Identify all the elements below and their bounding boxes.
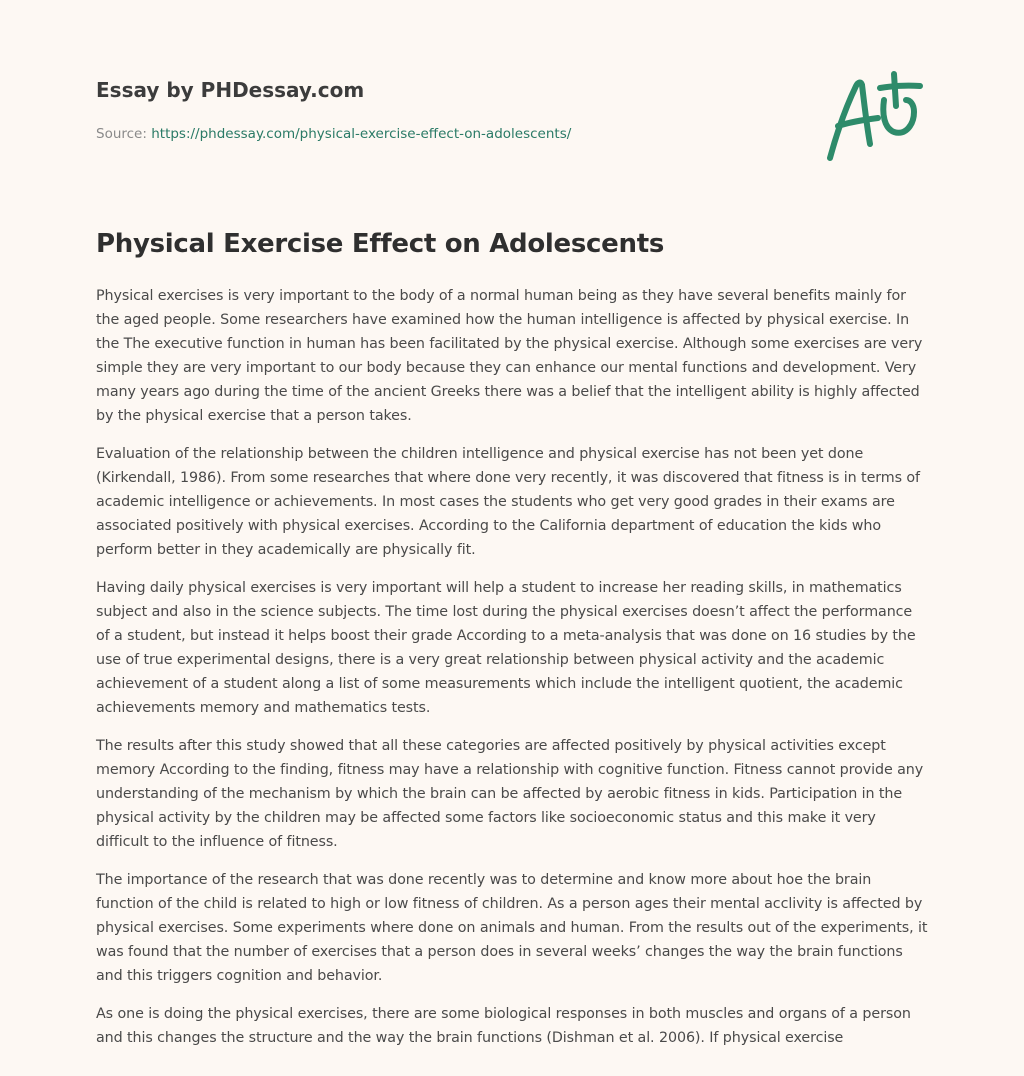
source-line [96, 124, 928, 144]
essay-paragraph: Evaluation of the relationship between the children intelligence and physical exercise has not been yet done (Kirkendall, 1986). From some researches that where done very recently, it was discovered that fitness is in terms of academic intelligence or achievements. In most cases the students who get very good grades in their exams are associated positively with physical exercises. According to the California department of education the kids who perform better in they academically are physically fit. [96, 446, 920, 558]
page-header [96, 76, 928, 144]
essay-paragraph: The results after this study showed that all these categories are affected positively by physical activities except memory According to the finding, fitness may have a relationship with cognitive function. Fitness cannot provide any understanding of the mechanism by which the brain can be affected by aerobic fitness in kids. Participation in the physical activity by the children may be affected some factors like socioeconomic status and this make it very difficult to the influence of fitness. [96, 738, 924, 850]
source-link[interactable]: https://phdessay.com/physical-exercise-effect-on-adolescents/ [151, 126, 572, 142]
essay-paragraph: As one is doing the physical exercises, there are some biological responses in both muscles and organs of a person and this changes the structure and the way the brain functions (Dishman et al. 2006). If physical exercise [96, 1006, 911, 1046]
essay-paragraph: Having daily physical exercises is very important will help a student to increase her reading skills, in mathematics subject and also in the science subjects. The time lost during the physical exercises doesn’t affect the performance of a student, but instead it helps boost their grade According to a meta-analysis that was done on 16 studies by the use of true experimental designs, there is a very great relationship between physical activity and the academic achievement of a student along a list of some measurements which include the intelligent quotient, the academic achievements memory and mathematics tests. [96, 580, 916, 716]
site-title: Essay by PHDessay.com [96, 78, 365, 102]
essay-body [96, 284, 930, 1064]
essay-paragraph: The importance of the research that was done recently was to determine and know more about hoe the brain function of the child is related to high or low fitness of children. As a person ages their mental acclivity is affected by physical exercises. Some experiments where done on animals and human. From the results out of the experiments, it was found that the number of exercises that a person does in several weeks’ changes the way the brain functions and this triggers cognition and behavior. [96, 872, 928, 984]
a-plus-logo-icon [818, 66, 930, 166]
essay-paragraph: Physical exercises is very important to the body of a normal human being as they have several benefits mainly for the aged people. Some researchers have examined how the human intelligence is affected by physical exercise. In the The executive function in human has been facilitated by the physical exercise. Although some exercises are very simple they are very important to our body because they can enhance our mental functions and development. Very many years ago during the time of the ancient Greeks there was a belief that the intelligent ability is highly affected by the physical exercise that a person takes. [96, 288, 923, 424]
source-label: Source: [96, 126, 152, 142]
essay-title: Physical Exercise Effect on Adolescents [96, 229, 665, 259]
